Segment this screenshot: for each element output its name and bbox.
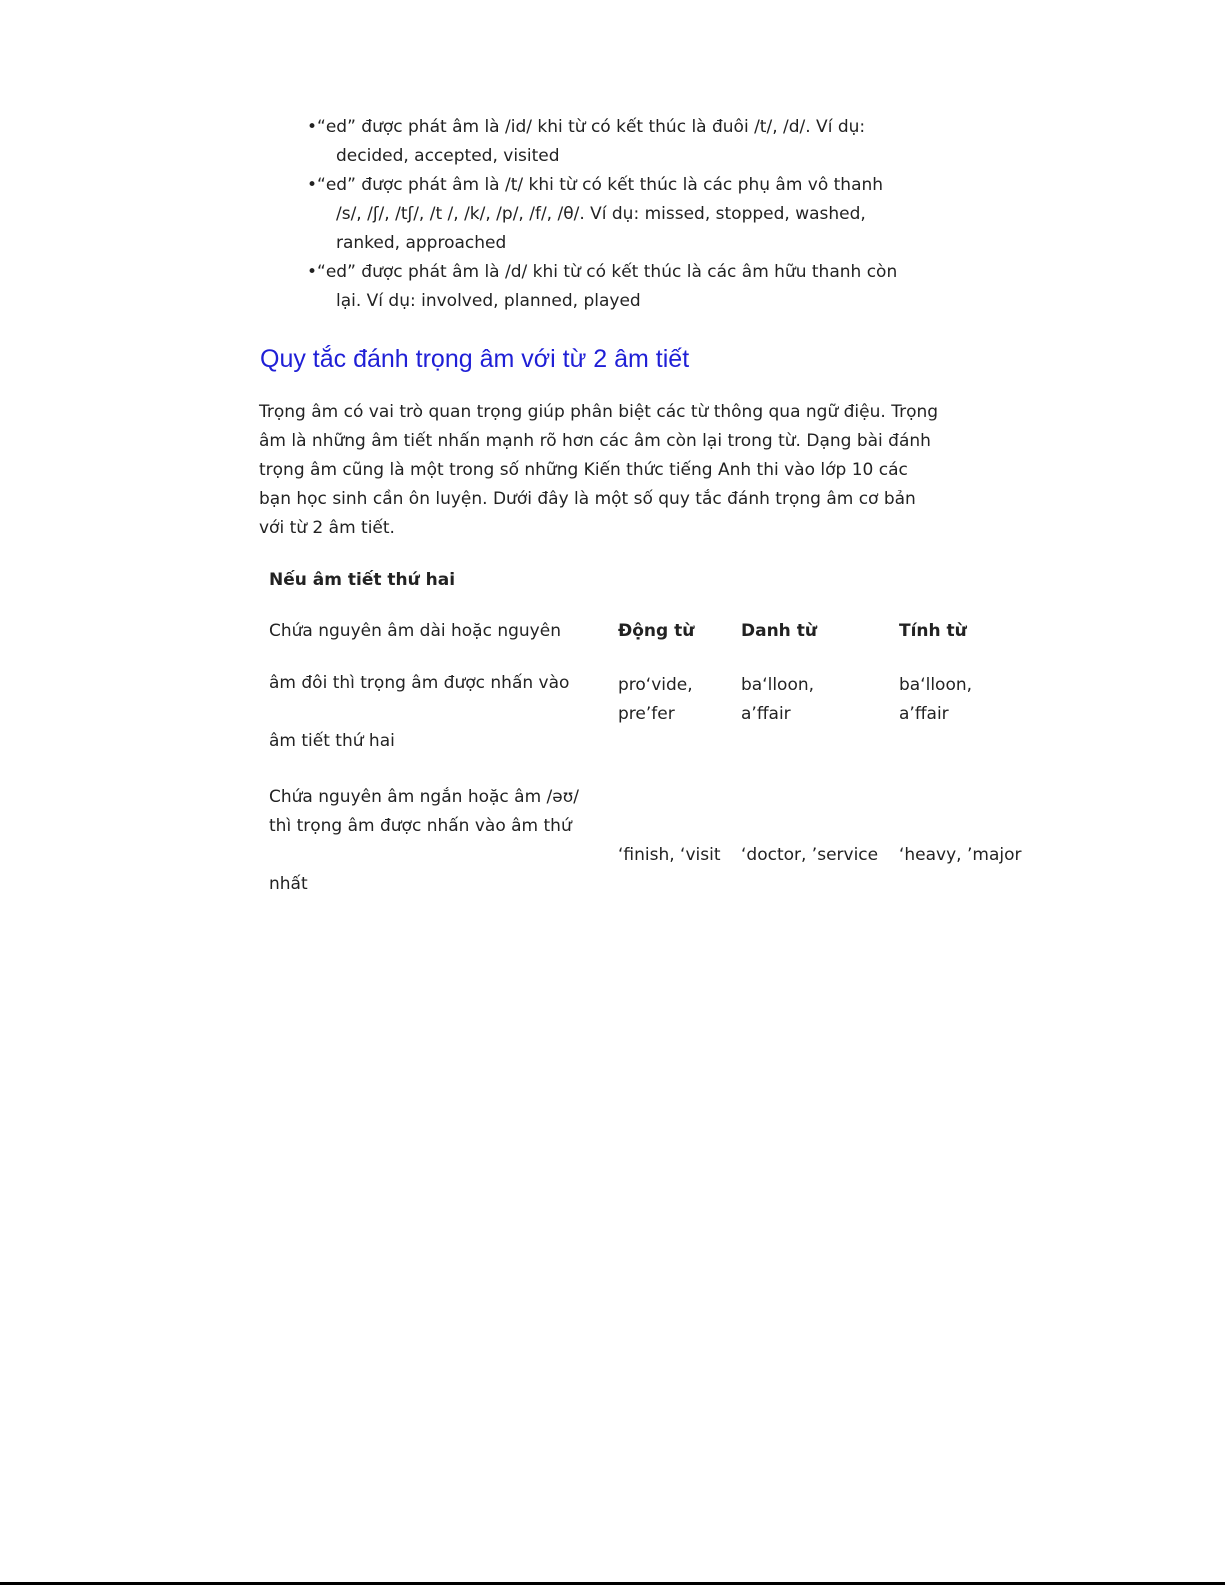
row2-verb: ‘finish, ‘visit [618, 845, 721, 865]
row1-noun-line-2: a’ffair [741, 704, 791, 724]
bullet-2-line-3: ranked, approached [336, 233, 507, 253]
bullet-1-line-1: •“ed” được phát âm là /id/ khi từ có kết thúc là đuôi /t/, /d/. Ví dụ: [307, 117, 866, 137]
row1-adj-line-2: a’ffair [899, 704, 949, 724]
header-verb: Động từ [618, 621, 695, 641]
header-noun: Danh từ [741, 621, 817, 641]
row2-rule-line-3: nhất [269, 874, 308, 894]
paragraph-line-4: bạn học sinh cần ôn luyện. Dưới đây là một số quy tắc đánh trọng âm cơ bản [259, 489, 916, 509]
header-adjective: Tính từ [899, 621, 967, 641]
bullet-2-line-2: /s/, /ʃ/, /tʃ/, /t /, /k/, /p/, /f/, /θ/. Ví dụ: missed, stopped, washed, [336, 204, 866, 224]
paragraph-line-1: Trọng âm có vai trò quan trọng giúp phân biệt các từ thông qua ngữ điệu. Trọng [259, 402, 939, 422]
row1-adj-line-1: ba‘lloon, [899, 675, 973, 695]
row1-verb-line-2: pre’fer [618, 704, 675, 724]
row2-noun: ‘doctor, ’service [741, 845, 879, 865]
paragraph-line-2: âm là những âm tiết nhấn mạnh rõ hơn các âm còn lại trong từ. Dạng bài đánh [259, 431, 931, 451]
row1-verb-line-1: pro‘vide, [618, 675, 693, 695]
bullet-2-line-1: •“ed” được phát âm là /t/ khi từ có kết thúc là các phụ âm vô thanh [307, 175, 884, 195]
table-heading: Nếu âm tiết thứ hai [269, 570, 456, 590]
section-title: Quy tắc đánh trọng âm với từ 2 âm tiết [260, 345, 690, 373]
bullet-3-line-2: lại. Ví dụ: involved, planned, played [336, 291, 641, 311]
bullet-1-line-2: decided, accepted, visited [336, 146, 560, 166]
paragraph-line-5: với từ 2 âm tiết. [259, 518, 395, 538]
bullet-3-line-1: •“ed” được phát âm là /d/ khi từ có kết thúc là các âm hữu thanh còn [307, 262, 898, 282]
row1-rule-line-3: âm tiết thứ hai [269, 731, 395, 751]
row1-noun-line-1: ba‘lloon, [741, 675, 815, 695]
row1-rule-line-1: Chứa nguyên âm dài hoặc nguyên [269, 621, 561, 641]
paragraph-line-3: trọng âm cũng là một trong số những Kiến thức tiếng Anh thi vào lớp 10 các [259, 460, 908, 480]
row1-rule-line-2: âm đôi thì trọng âm được nhấn vào [269, 673, 570, 693]
row2-adj: ‘heavy, ’major [899, 845, 1022, 865]
row2-rule-line-2: thì trọng âm được nhấn vào âm thứ [269, 816, 572, 836]
row2-rule-line-1: Chứa nguyên âm ngắn hoặc âm /əʊ/ [269, 787, 579, 807]
